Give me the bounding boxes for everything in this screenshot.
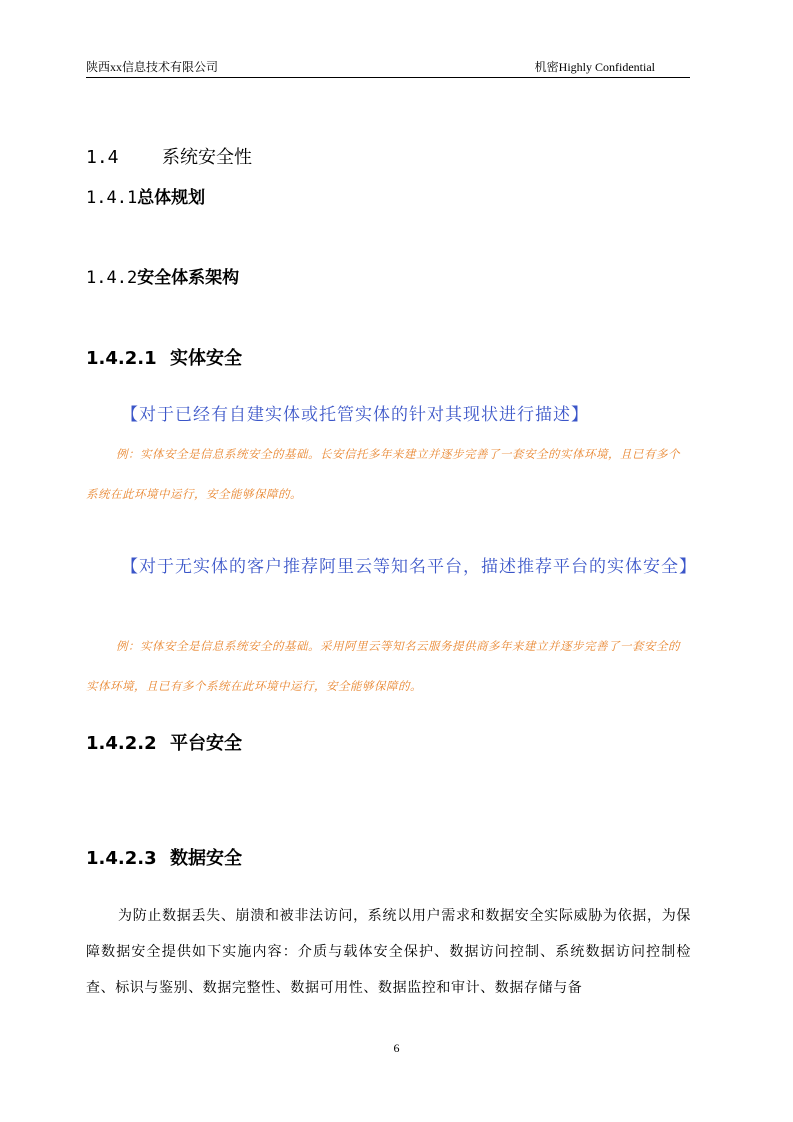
- heading-title: 总体规划: [137, 188, 206, 208]
- heading-number: 1.4.2.3: [86, 848, 157, 869]
- page-number: 6: [393, 1041, 400, 1055]
- heading-number: 1.4.2: [86, 268, 138, 288]
- heading-title: 系统安全性: [162, 147, 252, 168]
- heading-1-4-2: [86, 263, 239, 288]
- heading-1-4-2-1: [86, 344, 242, 370]
- heading-title: 平台安全: [170, 733, 242, 754]
- page-header: [86, 57, 690, 78]
- heading-number: 1.4.1: [86, 188, 138, 208]
- heading-number: 1.4.2.2: [86, 733, 157, 754]
- heading-number: 1.4: [86, 147, 119, 168]
- entity-example-existing: 例：实体安全是信息系统安全的基础。长安信托多年来建立并逐步完善了一套安全的实体环境，且已有多个系统在此环境中运行，安全能够保障的。: [86, 447, 680, 501]
- heading-title: 数据安全: [170, 848, 242, 869]
- entity-note-cloud: 【对于无实体的客户推荐阿里云等知名平台，描述推荐平台的实体安全】: [121, 557, 697, 577]
- confidential-label: 机密Highly Confidential: [534, 60, 655, 74]
- heading-1-4: [86, 143, 252, 169]
- data-security-paragraph: 为防止数据丢失、崩溃和被非法访问，系统以用户需求和数据安全实际威胁为依据，为保障数据安全提供如下实施内容：介质与载体安全保护、数据访问控制、系统数据访问控制检查、标识与鉴别、数据完整性、数据可用性、数据监控和审计、数据存储与备: [86, 908, 691, 996]
- heading-1-4-2-2: [86, 729, 242, 755]
- heading-title: 安全体系架构: [137, 268, 240, 288]
- company-name: 陕西xx信息技术有限公司: [86, 60, 219, 74]
- heading-1-4-1: [86, 183, 205, 208]
- entity-note-existing: 【对于已经有自建实体或托管实体的针对其现状进行描述】: [121, 405, 589, 425]
- heading-number: 1.4.2.1: [86, 348, 157, 369]
- entity-example-cloud: 例：实体安全是信息系统安全的基础。采用阿里云等知名云服务提供商多年来建立并逐步完善了一套安全的实体环境，且已有多个系统在此环境中运行，安全能够保障的。: [86, 639, 680, 693]
- heading-1-4-2-3: [86, 844, 242, 870]
- heading-title: 实体安全: [170, 348, 242, 369]
